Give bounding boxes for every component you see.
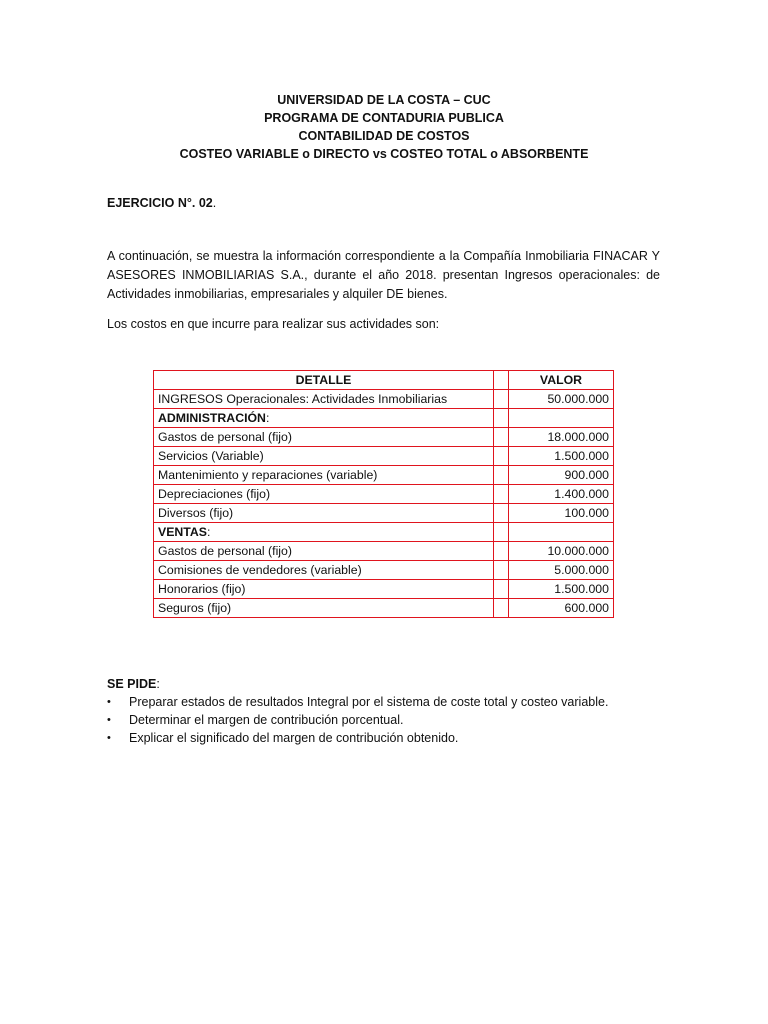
table-row [154,390,614,409]
table-row [154,580,614,599]
se-pide-heading [107,677,160,691]
row-detalle: Gastos de personal (fijo) [154,428,494,447]
section-suffix: : [206,524,211,539]
exercise-suffix: . [212,196,217,210]
intro-paragraph: A continuación, se muestra la información correspondiente a la Compañía Inmobiliaria FINACAR Y ASESORES INMOBILIARIAS S.A., durante el año 2018. presentan Ingresos operacionales: de Actividades inmobiliarias, empresariales y alquiler DE bienes. [107,249,660,301]
row-spacer [494,428,509,447]
document-header [0,91,768,163]
row-valor: 900.000 [509,466,614,485]
row-detalle: Comisiones de vendedores (variable) [154,561,494,580]
row-spacer [494,390,509,409]
header-program: PROGRAMA DE CONTADURIA PUBLICA [264,111,504,125]
table-row [154,523,614,542]
task-list [107,693,608,747]
table-row [154,504,614,523]
row-spacer [494,580,509,599]
row-spacer [494,542,509,561]
costs-intro: Los costos en que incurre para realizar sus actividades son: [107,317,440,331]
table-row [154,485,614,504]
list-item [107,711,608,729]
table-row [154,428,614,447]
row-valor: 18.000.000 [509,428,614,447]
section-administracion: ADMINISTRACIÓN [158,410,266,425]
row-detalle: INGRESOS Operacionales: Actividades Inmobiliarias [154,390,494,409]
header-spacer [494,371,509,390]
row-valor [509,523,614,542]
table-row [154,466,614,485]
row-detalle: Servicios (Variable) [154,447,494,466]
row-valor: 1.400.000 [509,485,614,504]
header-university: UNIVERSIDAD DE LA COSTA – CUC [277,93,491,107]
task-text: Preparar estados de resultados Integral por el sistema de coste total y costeo variable. [129,695,609,709]
row-valor: 100.000 [509,504,614,523]
row-detalle [154,409,494,428]
task-text: Explicar el significado del margen de contribución obtenido. [129,731,459,745]
exercise-title [107,196,216,210]
exercise-label: EJERCICIO N°. 02 [107,196,213,210]
list-item [107,729,608,747]
table-header-row [154,371,614,390]
list-item [107,693,608,711]
row-spacer [494,485,509,504]
row-detalle: Mantenimiento y reparaciones (variable) [154,466,494,485]
table-row [154,542,614,561]
header-topic: COSTEO VARIABLE o DIRECTO vs COSTEO TOTAL o ABSORBENTE [179,147,589,161]
table-row [154,561,614,580]
row-spacer [494,409,509,428]
se-pide-suffix: : [156,677,160,691]
row-spacer [494,466,509,485]
table-row [154,447,614,466]
se-pide-label: SE PIDE [107,677,157,691]
row-detalle [154,523,494,542]
row-valor: 5.000.000 [509,561,614,580]
row-detalle: Depreciaciones (fijo) [154,485,494,504]
row-detalle: Diversos (fijo) [154,504,494,523]
row-spacer [494,523,509,542]
row-spacer [494,504,509,523]
row-detalle: Honorarios (fijo) [154,580,494,599]
row-spacer [494,599,509,618]
bullet-icon: • [107,732,111,744]
section-suffix: : [265,410,270,425]
section-ventas: VENTAS [158,524,207,539]
task-text: Determinar el margen de contribución porcentual. [129,713,404,727]
costs-table [153,370,614,618]
row-valor: 50.000.000 [509,390,614,409]
row-valor: 1.500.000 [509,580,614,599]
row-spacer [494,447,509,466]
header-detalle: DETALLE [154,371,494,390]
row-valor: 600.000 [509,599,614,618]
bullet-icon: • [107,696,111,708]
header-valor: VALOR [509,371,614,390]
row-spacer [494,561,509,580]
header-course: CONTABILIDAD DE COSTOS [298,129,470,143]
table-row [154,599,614,618]
row-valor [509,409,614,428]
row-valor: 10.000.000 [509,542,614,561]
bullet-icon: • [107,714,111,726]
row-valor: 1.500.000 [509,447,614,466]
table-row [154,409,614,428]
row-detalle: Gastos de personal (fijo) [154,542,494,561]
row-detalle: Seguros (fijo) [154,599,494,618]
